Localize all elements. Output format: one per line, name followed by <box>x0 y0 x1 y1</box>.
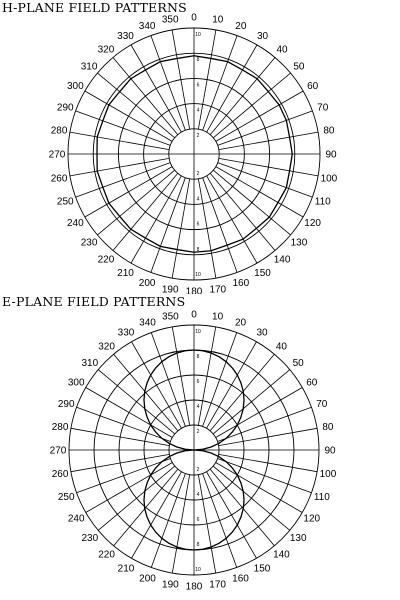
angle-tick-label: 240 <box>67 218 84 229</box>
angle-tick-label: 180 <box>185 286 203 294</box>
angle-tick-label: 30 <box>256 327 268 339</box>
angle-tick-label: 290 <box>57 398 75 410</box>
grid-spoke <box>70 132 169 150</box>
radial-tick-label: 8 <box>196 246 200 253</box>
grid-spoke <box>151 36 185 131</box>
grid-spoke <box>151 333 185 427</box>
radial-tick-label: 6 <box>196 379 200 385</box>
angle-tick-label: 220 <box>97 254 115 266</box>
angle-tick-label: 40 <box>275 341 287 353</box>
angle-tick-label: 0 <box>191 309 197 321</box>
angle-tick-label: 120 <box>303 513 321 525</box>
radial-tick-label: 2 <box>196 132 200 139</box>
angle-tick-label: 190 <box>161 284 179 294</box>
grid-spoke <box>76 163 171 197</box>
radial-tick-label: 8 <box>196 57 200 64</box>
angle-tick-label: 270 <box>49 445 67 457</box>
angle-tick-label: 330 <box>117 327 135 339</box>
angle-tick-label: 320 <box>98 341 115 353</box>
angle-tick-label: 330 <box>117 30 134 42</box>
radial-tick-label: 4 <box>196 492 200 498</box>
angle-tick-label: 270 <box>48 149 66 161</box>
radial-tick-label: 4 <box>196 107 200 114</box>
angle-tick-label: 340 <box>138 20 156 32</box>
angle-tick-label: 100 <box>320 173 338 185</box>
radial-tick-label: 6 <box>196 82 200 89</box>
angle-tick-label: 50 <box>293 61 305 73</box>
grid-spoke <box>151 473 185 567</box>
grid-spoke <box>70 158 169 176</box>
angle-tick-label: 310 <box>81 358 99 370</box>
angle-tick-label: 160 <box>232 573 249 585</box>
angle-tick-label: 130 <box>289 532 307 544</box>
angle-tick-label: 40 <box>276 44 288 56</box>
grid-spoke <box>217 459 311 493</box>
angle-tick-label: 30 <box>256 30 269 42</box>
radial-tick-label: 6 <box>196 517 200 523</box>
grid-spoke <box>151 178 185 273</box>
angle-tick-label: 50 <box>292 358 304 370</box>
chart-title: H-PLANE FIELD PATTERNS <box>2 0 187 15</box>
angle-tick-label: 0 <box>191 12 197 24</box>
angle-tick-label: 70 <box>317 102 329 114</box>
radial-tick-label: 2 <box>196 467 200 473</box>
grid-spoke <box>203 333 237 427</box>
grid-spoke <box>77 459 171 493</box>
angle-tick-label: 10 <box>212 14 224 26</box>
angle-tick-label: 130 <box>290 237 308 249</box>
angle-tick-label: 60 <box>306 377 318 389</box>
angle-tick-label: 190 <box>162 579 179 591</box>
angle-tick-label: 350 <box>161 14 179 26</box>
angle-tick-label: 240 <box>67 513 85 525</box>
grid-spoke <box>203 36 237 131</box>
radial-tick-label: 8 <box>196 354 200 360</box>
angle-tick-label: 280 <box>51 421 69 433</box>
angle-tick-label: 310 <box>80 61 98 73</box>
grid-spoke <box>203 178 237 273</box>
radial-tick-label: 10 <box>195 329 201 335</box>
angle-tick-label: 100 <box>319 469 337 481</box>
angle-tick-label: 170 <box>209 579 226 591</box>
angle-tick-label: 290 <box>56 102 74 114</box>
polar-chart <box>0 10 400 294</box>
grid-spoke <box>198 475 215 573</box>
angle-tick-label: 200 <box>138 278 156 290</box>
grid-spoke <box>172 179 190 278</box>
angle-tick-label: 20 <box>235 20 247 32</box>
polar-chart <box>0 308 400 600</box>
angle-tick-label: 110 <box>313 492 330 504</box>
angle-tick-label: 210 <box>117 268 134 280</box>
angle-tick-label: 180 <box>185 581 203 593</box>
angle-tick-label: 230 <box>80 237 98 249</box>
angle-tick-label: 260 <box>50 173 68 185</box>
angle-tick-label: 120 <box>304 218 321 229</box>
angle-tick-label: 230 <box>81 532 99 544</box>
angle-tick-label: 250 <box>56 196 74 208</box>
grid-spoke <box>198 30 216 129</box>
angle-tick-label: 260 <box>51 469 69 481</box>
angle-tick-label: 160 <box>232 278 250 290</box>
grid-spoke <box>219 158 318 176</box>
angle-tick-label: 70 <box>316 398 328 410</box>
angle-tick-label: 350 <box>162 311 179 323</box>
angle-tick-label: 150 <box>253 563 271 575</box>
grid-spoke <box>76 111 171 145</box>
radial-tick-label: 2 <box>196 171 200 178</box>
angle-tick-label: 220 <box>98 549 115 561</box>
grid-spoke <box>218 111 313 145</box>
grid-spoke <box>217 407 311 441</box>
grid-spoke <box>77 407 171 441</box>
radial-tick-label: 6 <box>196 221 200 228</box>
angle-tick-label: 300 <box>67 377 85 389</box>
grid-spoke <box>172 327 189 425</box>
angle-tick-label: 140 <box>273 549 290 561</box>
radial-tick-label: 4 <box>196 404 200 410</box>
angle-tick-label: 170 <box>209 284 227 294</box>
radial-tick-label: 10 <box>195 567 201 573</box>
grid-spoke <box>198 327 215 425</box>
angle-tick-label: 80 <box>322 421 334 433</box>
angle-tick-label: 60 <box>307 81 319 92</box>
angle-tick-label: 200 <box>139 573 156 585</box>
angle-tick-label: 80 <box>323 125 335 137</box>
angle-tick-label: 140 <box>273 254 291 266</box>
grid-spoke <box>203 473 237 567</box>
angle-tick-label: 250 <box>57 492 75 504</box>
radial-tick-label: 10 <box>195 32 201 38</box>
grid-spoke <box>172 475 189 573</box>
grid-spoke <box>198 179 216 278</box>
angle-tick-label: 340 <box>139 317 156 329</box>
angle-tick-label: 90 <box>324 445 336 457</box>
radial-tick-label: 2 <box>196 429 200 435</box>
chart-title: E-PLANE FIELD PATTERNS <box>2 294 186 309</box>
radial-tick-label: 4 <box>196 196 200 203</box>
angle-tick-label: 280 <box>50 125 68 137</box>
grid-spoke <box>219 132 318 150</box>
angle-tick-label: 210 <box>117 563 135 575</box>
angle-tick-label: 20 <box>234 317 247 329</box>
angle-tick-label: 90 <box>325 149 337 161</box>
angle-tick-label: 320 <box>97 44 115 56</box>
angle-tick-label: 300 <box>67 81 84 92</box>
angle-tick-label: 110 <box>314 196 331 208</box>
angle-tick-label: 10 <box>212 311 224 323</box>
radial-tick-label: 10 <box>195 272 201 278</box>
grid-spoke <box>172 30 190 129</box>
angle-tick-label: 150 <box>254 268 271 280</box>
radial-tick-label: 8 <box>196 542 200 548</box>
grid-spoke <box>218 163 313 197</box>
